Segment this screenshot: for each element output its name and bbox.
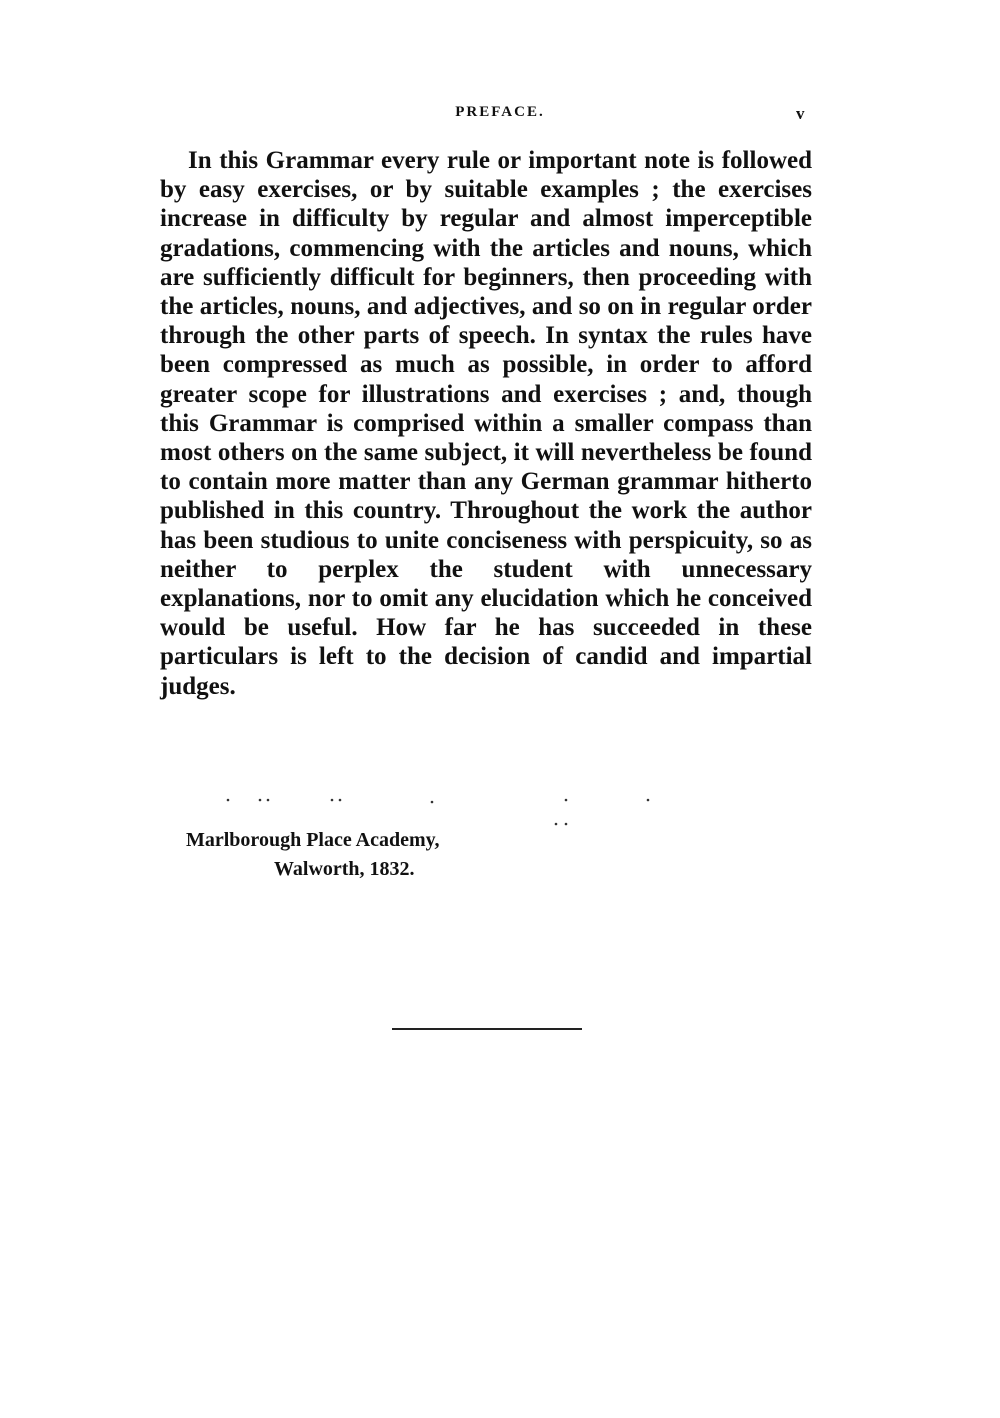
signature-date: Walworth, 1832. <box>274 858 415 880</box>
print-speckles <box>220 790 680 830</box>
preface-paragraph: In this Grammar every rule or important note is followed by easy exercises, or by suitable examples ; the exercises increase in difficulty by regular and almost imperceptible gradations, commencing with the articles and nouns, which are sufficiently difficult for beginners, then proceeding with the articles, nouns, and adjectives, and so on in regular order through the other parts of speech. In syntax the rules have been compressed as much as possible, in order to afford greater scope for illustrations and exercises ; and, though this Grammar is comprised within a smaller compass than most others on the same subject, it will nevertheless be found to contain more matter than any German grammar hitherto published in this country. Throughout the work the author has been studious to unite conciseness with perspicuity, so as neither to perplex the student with unnecessary explanations, nor to omit any elucidation which he conceived would be useful. How far he has succeeded in these particulars is left to the decision of candid and impartial judges. <box>160 147 812 700</box>
running-header-title: PREFACE. <box>455 104 545 120</box>
signature-place: Marlborough Place Academy, <box>186 829 440 851</box>
page-number: v <box>796 104 805 123</box>
signature-block <box>186 826 440 884</box>
ornamental-rule <box>392 1028 582 1030</box>
